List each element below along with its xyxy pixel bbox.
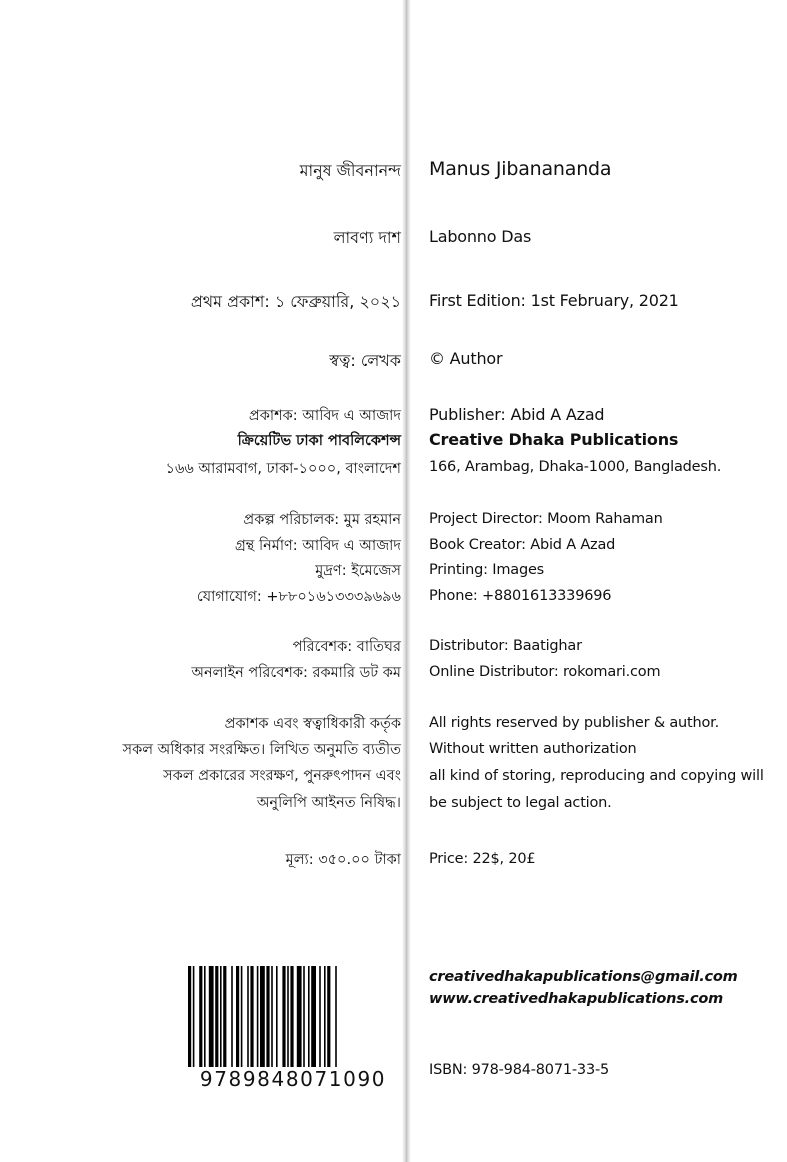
barcode-bar [282, 966, 285, 1070]
barcode-bar [241, 966, 243, 1070]
barcode-bar [236, 966, 239, 1070]
barcode-bar [188, 966, 191, 1070]
rights-en-line-2: Without written authorization [429, 741, 637, 757]
barcode-bar [215, 966, 218, 1070]
publisher-house-en: Creative Dhaka Publications [429, 430, 679, 449]
barcode-bar [257, 966, 259, 1070]
credit-director-bn: প্রকল্প পরিচালক: মুম রহমান [243, 512, 401, 528]
credit-printing-bn: মুদ্রণ: ইমেজেস [315, 563, 401, 579]
barcode-bar [276, 966, 278, 1070]
credit-phone-en: Phone: +8801613339696 [429, 588, 612, 604]
rights-en-line-1: All rights reserved by publisher & author. [429, 715, 719, 731]
barcode-bar [335, 966, 337, 1070]
edition-en: First Edition: 1st February, 2021 [429, 291, 679, 310]
barcode-bar [231, 966, 233, 1070]
title-bn: মানুষ জীবনানন্দ [299, 161, 401, 180]
barcode-bar [290, 966, 293, 1070]
price-en: Price: 22$, 20£ [429, 851, 536, 867]
rights-bn-line-1: প্রকাশক এবং স্বত্বাধিকারী কর্তৃক [224, 716, 401, 732]
online-distributor-en: Online Distributor: rokomari.com [429, 664, 661, 680]
barcode-bar [260, 966, 265, 1070]
publisher-address-bn: ১৬৬ আরামবাগ, ঢাকা-১০০০, বাংলাদেশ [165, 461, 401, 477]
barcode-bar [308, 966, 310, 1070]
publisher-house-bn: ক্রিয়েটিভ ঢাকা পাবলিকেশন্স [237, 433, 401, 449]
distributor-bn: পরিবেশক: বাতিঘর [292, 639, 401, 655]
publisher-name-bn: প্রকাশক: আবিদ এ আজাদ [248, 408, 401, 424]
barcode-bar [247, 966, 249, 1070]
rights-en-line-4: be subject to legal action. [429, 795, 612, 811]
credit-director-en: Project Director: Moom Rahaman [429, 511, 663, 527]
distributor-en: Distributor: Baatighar [429, 638, 582, 654]
credit-phone-bn: যোগাযোগ: +৮৮০১৬১৩৩৩৯৬৯৬ [196, 589, 401, 605]
barcode-bar [220, 966, 222, 1070]
isbn-text: ISBN: 978-984-8071-33-5 [429, 1062, 610, 1078]
barcode-bar [297, 966, 302, 1070]
contact-website: www.creativedhakapublications.com [429, 991, 724, 1007]
barcode-bar [319, 966, 321, 1070]
online-distributor-bn: অনলাইন পরিবেশক: রকমারি ডট কম [191, 665, 401, 681]
title-en: Manus Jibanananda [429, 158, 612, 180]
publisher-name-en: Publisher: Abid A Azad [429, 405, 605, 424]
contact-email: creativedhakapublications@gmail.com [429, 969, 738, 985]
edition-bn: প্রথম প্রকাশ: ১ ফেব্রুয়ারি, ২০২১ [190, 292, 401, 311]
barcode-bar [223, 966, 226, 1070]
barcode-bar [327, 966, 330, 1070]
price-bn: মূল্য: ৩৫০.০০ টাকা [285, 852, 401, 868]
barcode-bar [199, 966, 202, 1070]
copyright-bn: স্বত্ব: লেখক [329, 351, 401, 370]
author-en: Labonno Das [429, 227, 532, 246]
center-fold-divider [402, 0, 411, 1162]
barcode-bar [204, 966, 206, 1070]
rights-en-line-3: all kind of storing, reproducing and copying will [429, 768, 764, 784]
barcode-bar [266, 966, 269, 1070]
barcode-digits: 9789848071090 [186, 1067, 400, 1091]
barcode-bar [250, 966, 253, 1070]
barcode-bar [311, 966, 316, 1070]
barcode-bar [324, 966, 326, 1070]
barcode-bar [287, 966, 289, 1070]
barcode-bars [186, 966, 400, 1070]
rights-bn-line-4: অনুলিপি আইনত নিষিদ্ধ। [256, 795, 401, 811]
barcode-bar [271, 966, 273, 1070]
credit-creator-bn: গ্রন্থ নির্মাণ: আবিদ এ আজাদ [234, 538, 401, 554]
barcode-bar [209, 966, 214, 1070]
barcode-bar [303, 966, 305, 1070]
copyright-en: © Author [429, 349, 503, 368]
publisher-address-en: 166, Arambag, Dhaka-1000, Bangladesh. [429, 459, 722, 475]
credit-printing-en: Printing: Images [429, 562, 545, 578]
author-bn: লাবণ্য দাশ [333, 228, 401, 247]
credit-creator-en: Book Creator: Abid A Azad [429, 537, 616, 553]
barcode-bar [193, 966, 195, 1070]
rights-bn-line-2: সকল অধিকার সংরক্ষিত। লিখিত অনুমতি ব্যতীত [122, 742, 401, 758]
rights-bn-line-3: সকল প্রকারের সংরক্ষণ, পুনরুৎপাদন এবং [163, 768, 401, 784]
